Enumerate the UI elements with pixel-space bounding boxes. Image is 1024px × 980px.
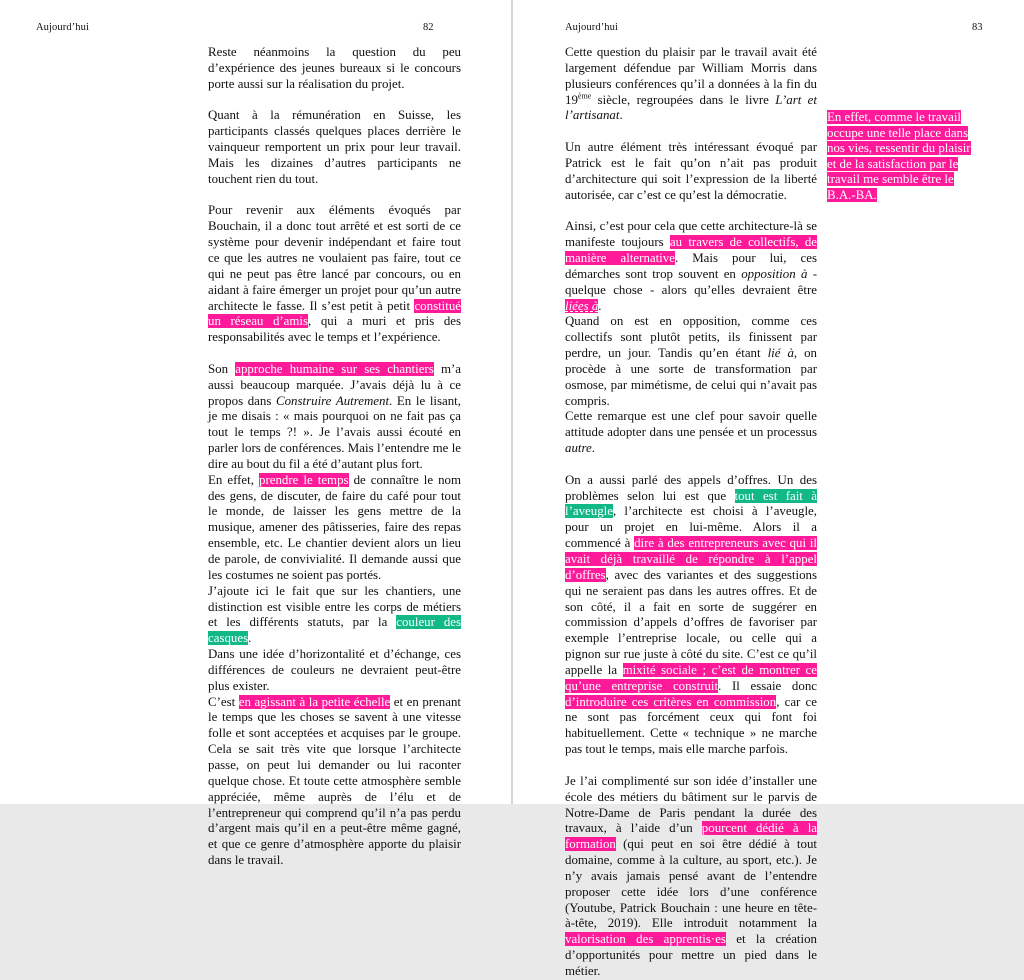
paragraph: Un autre élément très intéressant évoqué par Patrick est le fait qu’on n’ait pas produit d’architecture qui soit l’expression de la liberté autorisée, car c’est ce qu’est la démocratie. — [565, 140, 817, 202]
highlight-pink[interactable]: constitué un réseau d’amis — [208, 298, 461, 329]
page-number: 83 — [972, 22, 983, 33]
page-number: 82 — [423, 22, 434, 33]
highlight-pink[interactable]: mixité sociale ; c’est de montrer ce qu’une entreprise construit — [565, 662, 817, 693]
text-column — [208, 45, 461, 869]
paragraph: Ainsi, c’est pour cela que cette architecture-là se manifeste toujours au travers de collectifs, de manière alternative. Mais pour lui, ces démarches sont trop souvent en opposition à - quelque chose - alors qu’elles devraient être liées à. — [565, 219, 818, 313]
paragraph: Quand on est en opposition, comme ces collectifs sont plutôt petits, ils finissent par perdre, un jour. Tandis qu’en étant lié à, on procède à une sorte de transformation par osmose, par mimétisme, de celui qui n’avait pas compris. — [565, 314, 818, 408]
paragraph: Son approche humaine sur ses chantiers m’a aussi beaucoup marquée. J’avais déjà lu à ce propos dans Construire Autrement. En le lisant, je me disais : « mais pourquoi on ne fait pas ça tout le temps ?! ». Je l’avais aussi écouté en parler lors de conférences. Mais l’entendre me le dire au bout du fil a été d’autant plus fort. — [208, 361, 461, 471]
right-page — [513, 0, 1024, 978]
highlight-pink[interactable]: pourcent dédié à la formation — [565, 821, 817, 852]
running-head: Aujourd’hui — [36, 22, 90, 33]
margin-note[interactable]: En effet, comme le travail occupe une telle place dans nos vies, ressentir du plaisir et de la satisfaction par le travail me semble être le B.A.-BA. — [827, 110, 971, 202]
paragraph: En effet, prendre le temps de connaître le nom des gens, de discuter, de faire du café pour tout le monde, de laisser les gens mettre de la musique, amener des pâtisseries, faire des repas ensemble, etc. Le chantier devient alors un lieu de parole, de convivialité. Il demande aussi que les costumes ne soient pas portés. — [208, 472, 462, 582]
highlight-pink[interactable]: valorisation des apprentis·es — [565, 932, 726, 947]
paragraph: Je l’ai complimenté sur son idée d’installer une école des métiers du bâtiment sur le parvis de Notre-Dame de Paris pendant la durée des travaux, à l’aide d’un pourcent dédié à la formation (qui peut en soi être dédié à tout domaine, comme à la culture, au sport, etc.). Je n’y avais jamais pensé avant de l’entendre proposer cette idée lors d’une conférence (Youtube, Patrick Bouchain : une heure en tête-à-tête, 2019). Elle introduit notamment la valorisation des apprentis·es et la création d’opportunités pour mettre un pied dans le métier. — [565, 773, 817, 978]
paragraph: Quant à la rémunération en Suisse, les participants classés quelques places derrière le vainqueur remportent un prix pour leur travail. Mais les dizaines d’autres participants ne touchent rien du tout. — [208, 108, 461, 186]
paragraph: On a aussi parlé des appels d’offres. Un des problèmes selon lui est que tout est fait à l’aveugle, l’architecte est choisi à l’aveugle, pour un projet en lui-même. Alors il a commencé à dire à des entrepreneurs avec qui il avait déjà travaillé de répondre à l’appel d’offres, avec des variantes et des suggestions qui ne seraient pas dans les autres offres. Et de son côté, il a fait en sorte de suggérer en commission d’appels d’offres de favoriser par exemple l’entreprise locale, ou celle qui a pignon sur rue juste à côté du site. C’est ce qu’il appelle la mixité sociale ; c’est de montrer ce qu’une entreprise construit. Il essaie donc d’introduire ces critères en commission, car ce ne sont pas forcément ceux qui font foi habituellement. Cette « technique » ne marche pas tout le temps, mais elle marche parfois. — [565, 472, 818, 757]
left-page — [0, 0, 511, 868]
highlight-pink[interactable]: prendre le temps — [259, 472, 349, 487]
running-head: Aujourd’hui — [565, 22, 619, 33]
paragraph: Cette question du plaisir par le travail avait été largement défendue par William Morris dans plusieurs conférences qu’il a données à la fin du 19ème siècle, regroupées dans le livre L’art et l’artisanat. — [565, 45, 817, 123]
highlight-green[interactable]: couleur des casques — [208, 615, 462, 646]
highlight-pink[interactable]: liées à — [565, 298, 599, 313]
highlight-pink[interactable]: approche humaine sur ses chantiers — [235, 361, 434, 376]
highlight-green[interactable]: tout est fait à l’aveugle — [565, 488, 817, 519]
paragraph: Dans une idée d’horizontalité et d’échange, ces différences de couleurs ne devraient peut-être plus exister. — [208, 647, 461, 693]
highlight-pink[interactable]: en agissant à la petite échelle — [238, 694, 391, 709]
text-column — [565, 45, 817, 980]
paragraph: J’ajoute ici le fait que sur les chantiers, une distinction est visible entre les corps de métiers et les différents statuts, par la couleur des casques. — [208, 583, 462, 646]
highlight-pink[interactable]: dire à des entrepreneurs avec qui il avait déjà travaillé de répondre à l’appel d’offres — [565, 536, 818, 582]
paragraph: Reste néanmoins la question du peu d’expérience des jeunes bureaux si le concours porte aussi sur la réalisation du projet. — [208, 45, 461, 91]
paragraph: C’est en agissant à la petite échelle et en prenant le temps que les choses se savent à une vitesse folle et sont acceptées et acquises par le groupe. Cela se sait très vite que lorsque l’architecte passe, on peut lui demander ou lui raconter quelque chose. Et toute cette atmosphère semble appréciée, même auprès de l’élu et de l’entrepreneur qui comprend qu’il n’a pas perdu d’argent mais qu’il en a peut-être même gagné, et que ce genre d’atmosphère apporte du plaisir dans le travail. — [208, 694, 461, 868]
paragraph: Cette remarque est une clef pour savoir quelle attitude adopter dans une pensée et un processus autre. — [565, 409, 817, 456]
highlight-pink[interactable]: au travers de collectifs, de manière alternative — [565, 235, 817, 265]
highlight-pink[interactable]: d’introduire ces critères en commission — [565, 694, 777, 709]
paragraph: Pour revenir aux éléments évoqués par Bouchain, il a donc tout arrêté et est sorti de ce système pour devenir indépendant et faire tout ce que les autres ne voulaient pas faire, tout ce qui ne peut pas être lancé par concours, ou en aidant à faire émerger un projet pour qu’un autre architecte le fasse. Il s’est petit à petit constitué un réseau d’amis, qui a muri et pris des responsabilités avec le temps et l’expérience. — [208, 203, 462, 345]
